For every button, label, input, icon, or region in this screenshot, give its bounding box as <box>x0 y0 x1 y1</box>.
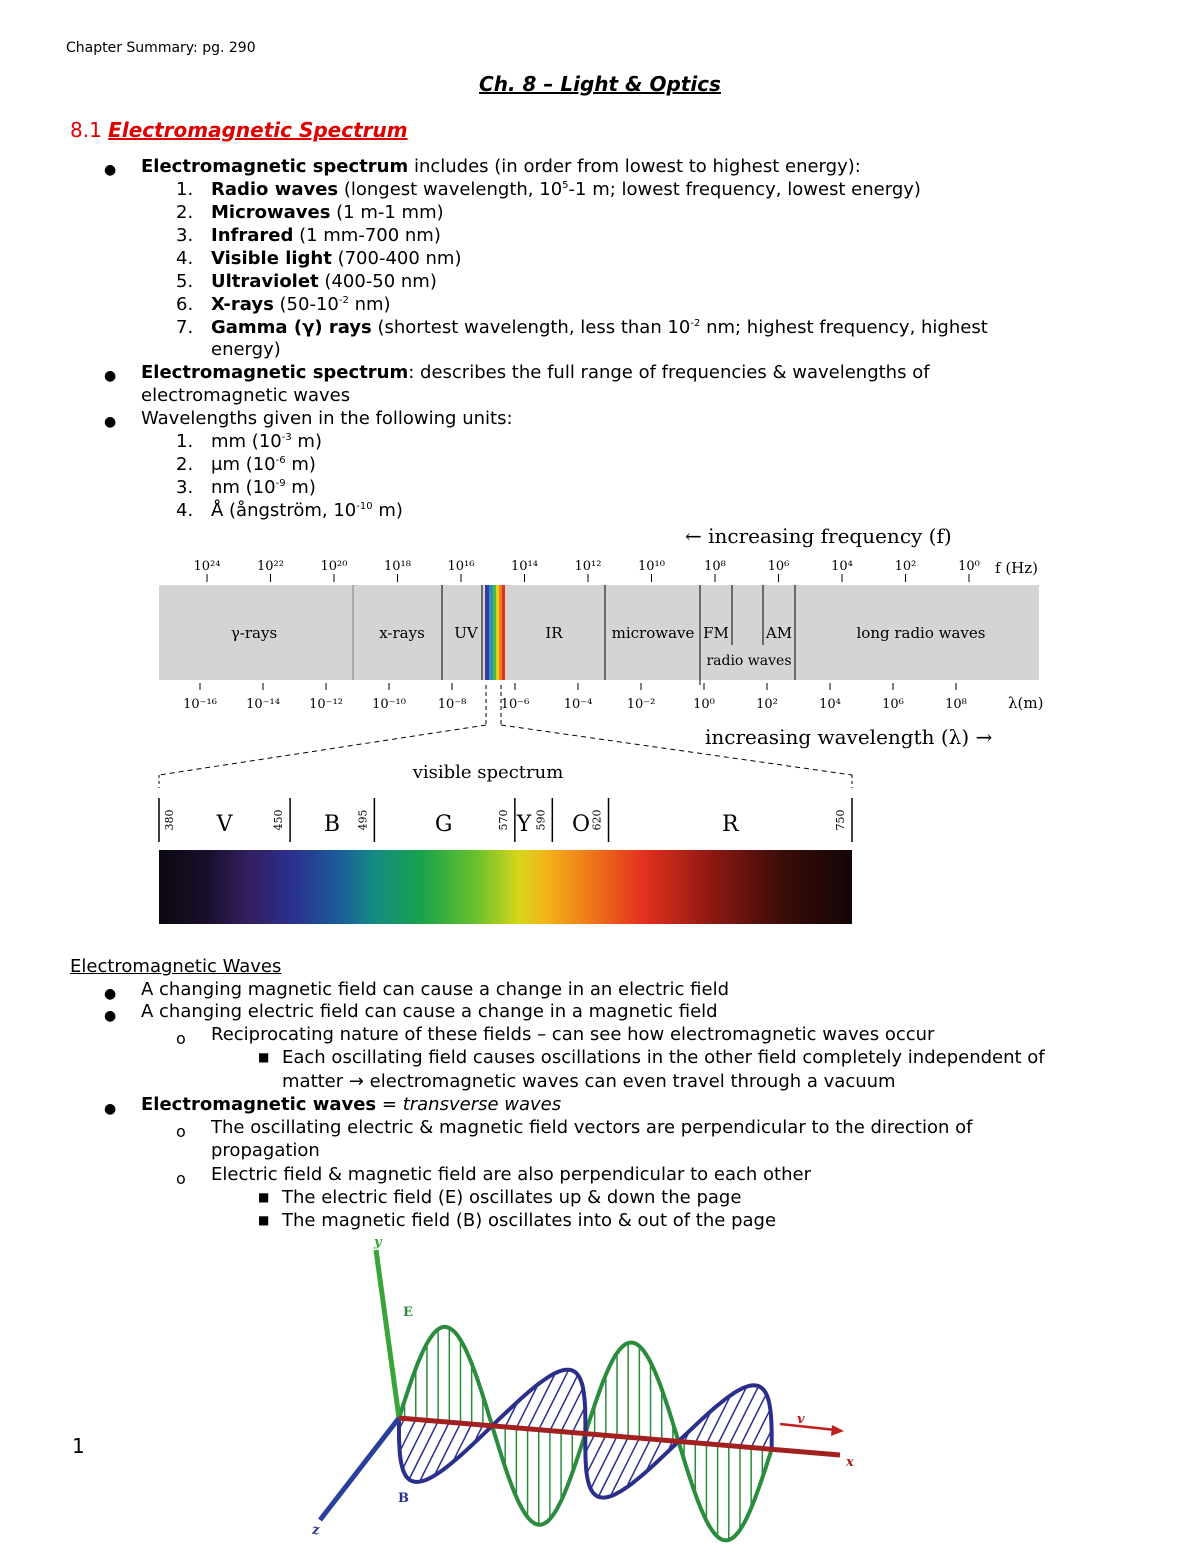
wave-tick-label: 10⁸ <box>945 697 967 712</box>
z-axis-label: z <box>312 1523 320 1538</box>
freq-unit: f (Hz) <box>995 559 1039 577</box>
band-label-gamma: γ-rays <box>230 624 278 642</box>
unit-text: μm (10 <box>211 454 276 475</box>
em-waves-line-9: The magnetic field (B) oscillates into & out of the page <box>282 1210 777 1231</box>
em-band-name: Microwaves <box>211 202 331 223</box>
page-number: 1 <box>72 1434 85 1458</box>
color-letter: V <box>216 812 233 837</box>
velocity-arrowhead <box>831 1425 844 1436</box>
square-bullet-icon: ■ <box>258 1050 270 1064</box>
color-letter: B <box>323 812 341 837</box>
em-list-item <box>211 224 441 247</box>
em-waves-line-8: The electric field (E) oscillates up & down the page <box>282 1187 742 1208</box>
wave-tick-label: 10⁴ <box>819 697 841 712</box>
wave-tick-label: 10⁻⁶ <box>500 697 530 712</box>
list-number: 7. <box>176 317 194 338</box>
b-vector <box>740 1394 766 1447</box>
wave-unit: λ(m) <box>1008 694 1044 712</box>
freq-tick-label: 10²⁰ <box>320 559 348 574</box>
spectrum-intro: Electromagnetic spectrum includes (in order from lowest to highest energy): <box>141 156 861 177</box>
band-label-xrays: x-rays <box>379 624 425 642</box>
freq-tick-label: 10²⁴ <box>193 559 221 574</box>
list-number: 2. <box>176 202 194 223</box>
exponent: -9 <box>275 478 286 489</box>
unit-item <box>211 499 403 522</box>
em-band-detail: (1 mm-700 nm) <box>293 225 441 246</box>
freq-tick-label: 10¹⁶ <box>447 559 475 574</box>
freq-tick-label: 10⁶ <box>767 559 790 574</box>
band-label-radio: radio waves <box>706 653 792 669</box>
em-waves-line-5: Electromagnetic waves = transverse waves <box>141 1094 562 1115</box>
exponent: -3 <box>281 432 292 443</box>
visible-spectrum-bar <box>159 850 852 924</box>
em-waves-line-1: A changing magnetic field can cause a change in an electric field <box>141 979 730 1000</box>
em-waves-line-4a: Each oscillating field causes oscillations in the other field completely independent of <box>282 1047 1045 1068</box>
band-label-ir: IR <box>545 624 563 642</box>
em-waves-line-6a: The oscillating electric & magnetic field vectors are perpendicular to the direction of <box>211 1117 973 1138</box>
em-waves-line-2: A changing electric field can cause a change in a magnetic field <box>141 1001 718 1022</box>
band-label-uv: UV <box>454 624 478 642</box>
em-band-detail: -1 m; lowest frequency, lowest energy) <box>568 179 921 200</box>
wave-tick-label: 10⁻¹⁴ <box>246 697 280 712</box>
section-name: Electromagnetic Spectrum <box>108 118 408 142</box>
freq-tick-label: 10⁴ <box>831 559 853 574</box>
section-number: 8.1 <box>70 118 102 142</box>
unit-text: m) <box>285 477 316 498</box>
square-bullet-icon: ■ <box>258 1190 270 1204</box>
freq-tick-label: 10¹⁰ <box>638 559 665 574</box>
b-vector <box>591 1436 617 1489</box>
em-spectrum-figure <box>150 520 1070 930</box>
bullet-icon: ● <box>104 162 117 178</box>
band-label-microwave: microwave <box>611 624 695 642</box>
b-vector <box>751 1409 770 1447</box>
unit-item <box>211 453 316 476</box>
nm-mark-label: 590 <box>534 809 548 831</box>
circle-bullet-icon: o <box>176 1122 186 1141</box>
em-waves-line-4b: matter → electromagnetic waves can even travel through a vacuum <box>282 1071 896 1092</box>
em-band-detail: (1 m-1 mm) <box>330 202 444 223</box>
color-letter: R <box>721 812 739 837</box>
b-field-label: B <box>398 1491 409 1506</box>
unit-text: m) <box>285 454 316 475</box>
exponent: -10 <box>356 501 373 512</box>
b-vector <box>561 1388 583 1432</box>
freq-tick-label: 10² <box>894 559 917 574</box>
wave-caption: increasing wavelength (λ) → <box>705 725 993 749</box>
list-number: 6. <box>176 294 194 315</box>
unit-text: nm (10 <box>211 477 276 498</box>
band-label-am: AM <box>765 624 793 642</box>
em-waves-line-3: Reciprocating nature of these fields – can see how electromagnetic waves occur <box>211 1024 935 1045</box>
bullet-icon: ● <box>104 414 117 430</box>
unit-item <box>211 430 322 453</box>
nm-mark-label: 750 <box>834 809 847 831</box>
em-band-name: Infrared <box>211 225 294 246</box>
unit-text: m) <box>372 500 403 521</box>
list-number: 5. <box>176 271 194 292</box>
wave-tick-label: 10⁻¹² <box>309 697 343 712</box>
frequency-axis <box>194 559 980 582</box>
freq-tick-label: 10¹² <box>574 559 602 574</box>
bullet-icon: ● <box>104 1101 117 1117</box>
list-number: 4. <box>176 248 194 269</box>
exponent: -2 <box>690 318 701 329</box>
em-band-detail: (longest wavelength, 10 <box>338 179 563 200</box>
em-list-item <box>211 201 444 224</box>
band-label-long-radio: long radio waves <box>856 624 986 642</box>
em-list-item <box>211 293 391 316</box>
em-band-name: X-rays <box>211 294 274 315</box>
em-band-detail: (700-400 nm) <box>331 248 462 269</box>
em-list-item <box>211 270 437 293</box>
square-bullet-icon: ■ <box>258 1213 270 1227</box>
section-heading <box>70 118 408 142</box>
em-band-name: Radio waves <box>211 179 339 200</box>
em-wave-figure <box>300 1230 880 1550</box>
wave-tick-label: 10⁻¹⁰ <box>372 697 406 712</box>
e-field-label: E <box>403 1305 413 1320</box>
unit-item <box>211 476 316 499</box>
b-vector <box>420 1422 450 1482</box>
em-band-detail: (400-50 nm) <box>318 271 437 292</box>
bullet-icon: ● <box>104 1008 117 1024</box>
visible-stripe <box>496 585 499 680</box>
wave-tick-label: 10⁻² <box>626 697 656 712</box>
freq-tick-label: 10¹⁴ <box>511 559 538 574</box>
units-intro: Wavelengths given in the following units: <box>141 408 513 429</box>
em-band-detail: (shortest wavelength, less than 10 <box>371 317 691 338</box>
em-band-name: Ultraviolet <box>211 271 319 292</box>
nm-mark-label: 495 <box>356 809 370 831</box>
z-axis <box>320 1418 399 1520</box>
visible-spectrum-title: visible spectrum <box>412 762 564 783</box>
wavelength-axis <box>183 683 967 712</box>
unit-text: Å (ångström, 10 <box>211 500 357 521</box>
bullet-icon: ● <box>104 368 117 384</box>
list-number: 1. <box>176 179 194 200</box>
freq-tick-label: 10¹⁸ <box>384 559 411 574</box>
color-letter: G <box>434 812 453 837</box>
color-letter: Y <box>516 812 532 837</box>
velocity-label: v <box>797 1412 805 1427</box>
em-waves-heading: Electromagnetic Waves <box>70 956 282 977</box>
em-band-detail: nm; highest frequency, highest <box>700 317 988 338</box>
circle-bullet-icon: o <box>176 1169 186 1188</box>
unit-text: m) <box>291 431 322 452</box>
b-vector <box>403 1420 427 1469</box>
em-band-name: Gamma (γ) rays <box>211 317 372 338</box>
freq-tick-label: 10⁰ <box>958 559 980 574</box>
b-vector <box>587 1435 606 1473</box>
spectrum-definition-cont: electromagnetic waves <box>141 385 351 406</box>
visible-stripe <box>489 585 493 680</box>
b-vector <box>409 1421 438 1479</box>
em-band-detail: nm) <box>348 294 391 315</box>
unit-text: mm (10 <box>211 431 282 452</box>
em-list-item <box>211 178 921 201</box>
wave-tick-label: 10⁰ <box>693 697 715 712</box>
wave-tick-label: 10⁶ <box>882 697 904 712</box>
freq-caption: ← increasing frequency (f) <box>685 524 952 548</box>
list-number: 2. <box>176 454 194 475</box>
color-letter: O <box>571 812 591 837</box>
visible-spectrum-scale <box>159 798 852 842</box>
page-title: Ch. 8 – Light & Optics <box>479 72 721 96</box>
circle-bullet-icon: o <box>176 1029 186 1048</box>
nm-mark-label: 620 <box>590 809 604 831</box>
nm-mark-label: 570 <box>496 809 510 831</box>
freq-tick-label: 10⁸ <box>704 559 726 574</box>
chapter-summary-note: Chapter Summary: pg. 290 <box>66 40 256 56</box>
visible-stripe <box>499 585 502 680</box>
b-vector <box>550 1375 578 1431</box>
em-waves-line-6b: propagation <box>211 1140 320 1161</box>
velocity-arrow <box>780 1424 836 1430</box>
exponent: -6 <box>275 455 286 466</box>
bullet-icon: ● <box>104 986 117 1002</box>
band-label-fm: FM <box>703 624 729 642</box>
list-number: 3. <box>176 477 194 498</box>
list-number: 4. <box>176 500 194 521</box>
em-list-item <box>211 247 461 270</box>
exponent: 5 <box>562 180 569 191</box>
em-band-name: Visible light <box>211 248 332 269</box>
visible-stripe <box>493 585 496 680</box>
em-waves-line-7: Electric field & magnetic field are also perpendicular to each other <box>211 1164 811 1185</box>
em-list-item <box>211 316 988 339</box>
y-axis <box>376 1250 399 1418</box>
em-band-detail: (50-10 <box>273 294 339 315</box>
wave-tick-label: 10⁻⁴ <box>563 697 593 712</box>
wave-tick-label: 10² <box>756 697 778 712</box>
visible-stripe <box>485 585 489 680</box>
wave-tick-label: 10⁻¹⁶ <box>183 697 217 712</box>
nm-mark-label: 380 <box>163 809 176 831</box>
visible-stripe <box>502 585 505 680</box>
freq-tick-label: 10²² <box>257 559 284 574</box>
spectrum-definition: Electromagnetic spectrum: describes the full range of frequencies & wavelengths of <box>141 362 930 383</box>
gamma-continuation: energy) <box>211 339 281 360</box>
exponent: -2 <box>338 295 349 306</box>
list-number: 3. <box>176 225 194 246</box>
b-vector <box>572 1407 585 1433</box>
wave-tick-label: 10⁻⁸ <box>437 697 467 712</box>
list-number: 1. <box>176 431 194 452</box>
x-axis-label: x <box>846 1455 854 1470</box>
nm-mark-label: 450 <box>272 809 286 831</box>
y-axis-label: y <box>374 1235 382 1250</box>
